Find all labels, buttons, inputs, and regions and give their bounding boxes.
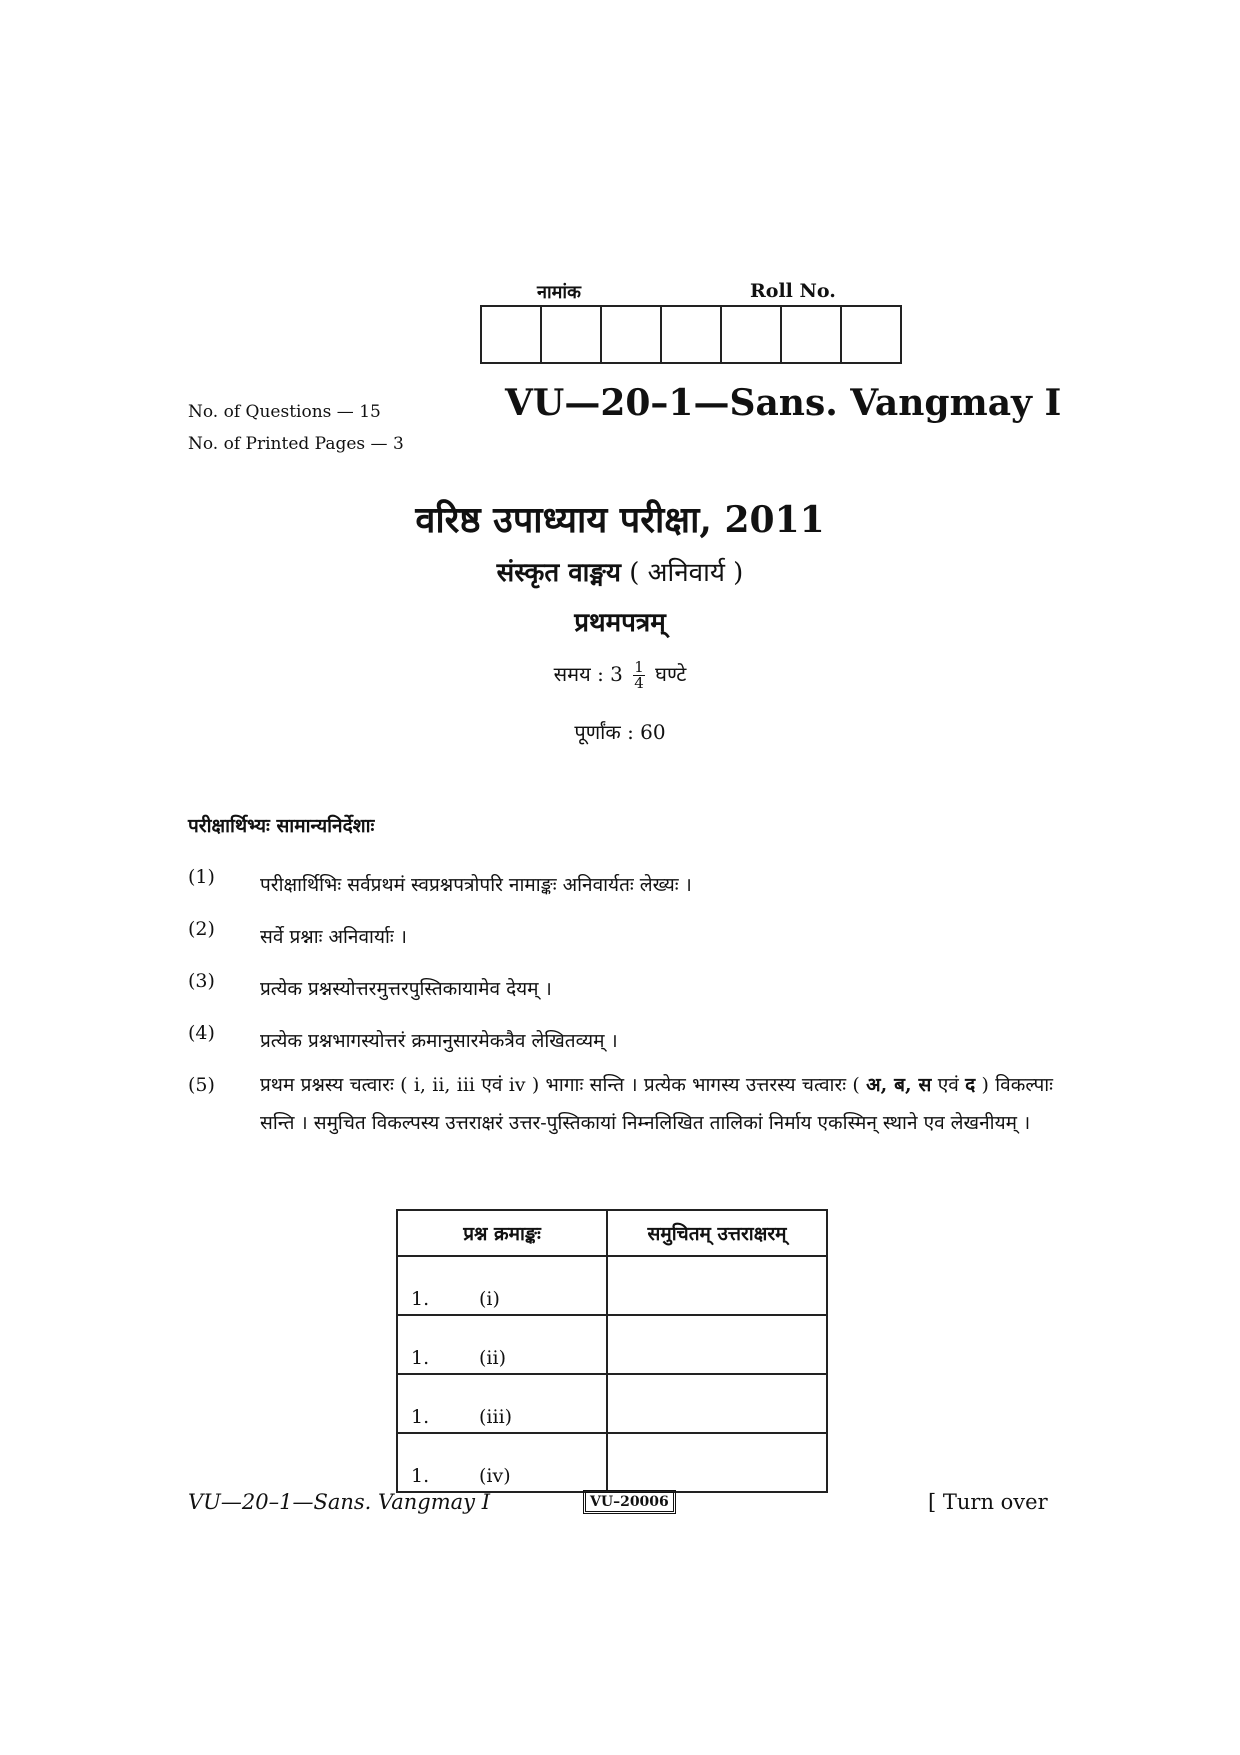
instruction-text: सर्वे प्रश्नाः अनिवार्याः । [260,926,407,948]
option-letters: अ, ब, स [866,1074,932,1096]
roll-label-hindi: नामांक [537,282,581,303]
question-part: (ii) [479,1347,506,1369]
instruction-text-part: ) विकल्पाः सन्ति । समुचित विकल्पस्य उत्तराक्षरं उत्तर-पुस्तिकायां निम्नलिखित तालिकां निर्माय एकस्मिन् स्थाने एव लेखनीयम् । [260,1074,1054,1134]
question-part: (iv) [479,1465,511,1487]
instruction-text-part: एवं [937,1074,959,1096]
question-number: 1. [411,1347,430,1369]
paper-code-title: VU—20–1—Sans. Vangmay I [505,382,1062,424]
turn-over-note: [ Turn over [928,1490,1048,1514]
instruction-text-part: प्रथम प्रश्नस्य चत्वारः ( i, ii, iii एवं iv ) भागाः सन्ति । प्रत्येक भागस्य उत्तरस्य चत्वारः ( [260,1074,860,1096]
instruction-number: (5) [188,1074,215,1096]
fraction-numerator: 1 [634,658,644,676]
time-fraction [633,660,645,691]
question-number: 1. [411,1465,430,1487]
question-number-cell [397,1374,607,1433]
instruction-number: (1) [188,866,215,888]
table-row [397,1433,827,1492]
roll-digit-box[interactable] [480,305,542,364]
table-header-row [397,1210,827,1256]
column-header: समुचितम् उत्तराक्षरम् [607,1210,827,1256]
instruction-number: (4) [188,1022,215,1044]
roll-digit-box[interactable] [780,305,842,364]
answer-cell[interactable] [607,1256,827,1315]
instruction-text: परीक्षार्थिभिः सर्वप्रथमं स्वप्रश्नपत्रोपरि नामाङ्कः अनिवार्यतः लेख्यः । [260,874,692,896]
instruction-text [260,1066,1053,1142]
answer-cell[interactable] [607,1433,827,1492]
option-letter-d: द [965,1074,976,1096]
roll-digit-box[interactable] [840,305,902,364]
roll-label-english: Roll No. [750,280,836,302]
paper-name: प्रथमपत्रम् [574,608,666,638]
instruction-number: (3) [188,970,215,992]
roll-digit-box[interactable] [660,305,722,364]
footer-booklet-code: VU–20006 [585,1492,674,1512]
instruction-text: प्रत्येक प्रश्नभागस्योत्तरं क्रमानुसारमेकत्रैव लेखितव्यम् । [260,1030,618,1052]
table-row [397,1256,827,1315]
time-unit: घण्टे [655,662,687,686]
number-of-pages: No. of Printed Pages — 3 [188,434,404,454]
answer-table [396,1209,828,1493]
question-number-cell [397,1256,607,1315]
question-number-cell [397,1433,607,1492]
subject-qualifier: ( अनिवार्य ) [629,558,744,588]
answer-cell[interactable] [607,1374,827,1433]
time-allowed [0,660,1240,691]
footer-paper-code: VU—20–1—Sans. Vangmay I [188,1490,490,1514]
question-number-cell [397,1315,607,1374]
table-row [397,1315,827,1374]
question-part: (iii) [479,1406,513,1428]
instructions-heading: परीक्षार्थिभ्यः सामान्यनिर्देशाः [188,815,375,837]
roll-digit-box[interactable] [540,305,602,364]
roll-digit-box[interactable] [600,305,662,364]
subject-name: संस्कृत वाङ्मय [496,558,621,588]
question-number: 1. [411,1288,430,1310]
question-part: (i) [479,1288,500,1310]
roll-number-boxes [480,305,902,364]
question-number: 1. [411,1406,430,1428]
instruction-text: प्रत्येक प्रश्नस्योत्तरमुत्तरपुस्तिकायामेव देयम् । [260,978,552,1000]
subject-line [0,553,1240,589]
fraction-denominator: 4 [634,674,644,692]
maximum-marks: पूर्णांक : 60 [574,720,666,744]
roll-digit-box[interactable] [720,305,782,364]
time-label: समय : 3 [553,662,623,686]
table-row [397,1374,827,1433]
exam-title: वरिष्ठ उपाध्याय परीक्षा, 2011 [415,499,825,541]
number-of-questions: No. of Questions — 15 [188,402,381,422]
instruction-number: (2) [188,918,215,940]
column-header: प्रश्न क्रमाङ्कः [397,1210,607,1256]
answer-cell[interactable] [607,1315,827,1374]
